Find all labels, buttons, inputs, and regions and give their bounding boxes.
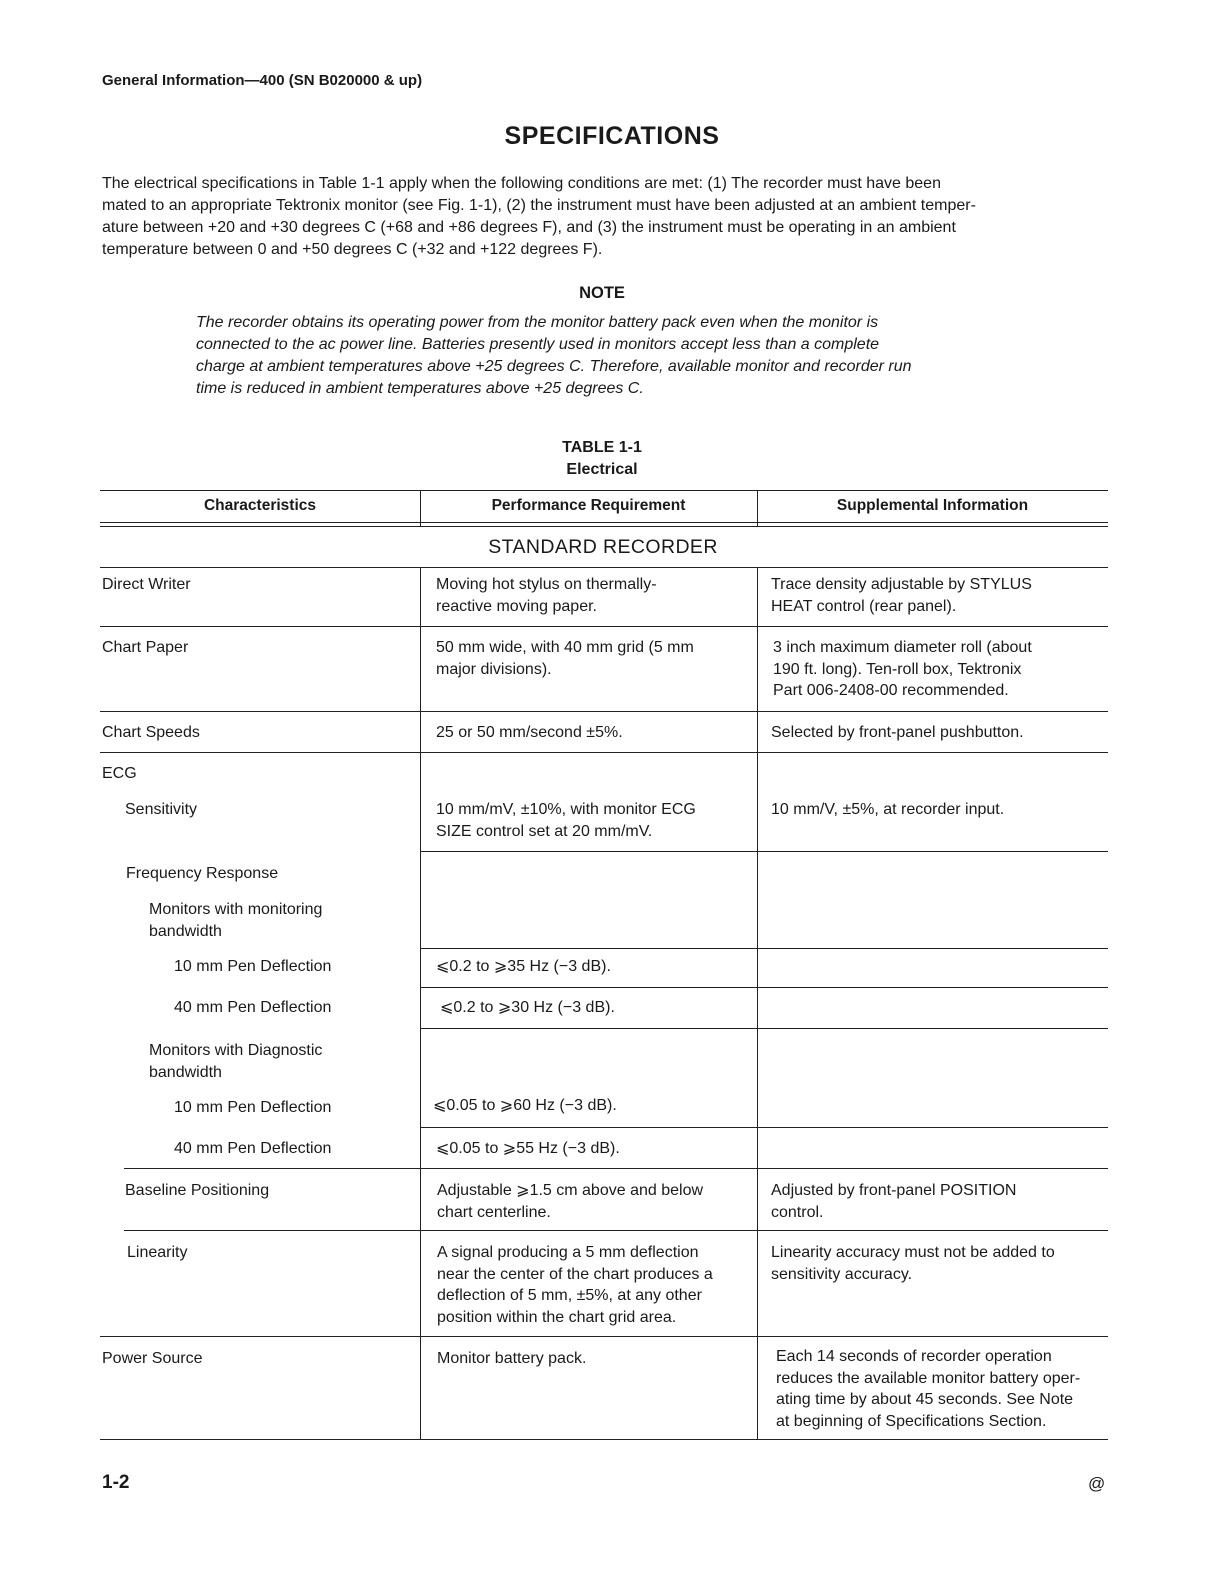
- perf-power-source: [437, 1348, 586, 1370]
- cell-text: Chart Speeds: [102, 724, 200, 741]
- note-line: charge at ambient temperatures above +25 degrees C. Therefore, available monitor and recorder run: [196, 358, 912, 375]
- cell-text: ating time by about 45 seconds. See Note: [776, 1391, 1074, 1408]
- cell-text: ⩽0.05 to ⩾55 Hz (−3 dB).: [436, 1140, 620, 1157]
- char-diag-40mm: [174, 1138, 331, 1160]
- row-rule: [420, 1028, 1108, 1029]
- cell-text: deflection of 5 mm, ±5%, at any other: [437, 1287, 702, 1304]
- cell-text: Frequency Response: [126, 865, 279, 882]
- char-monitors-diagnostic: [149, 1040, 322, 1083]
- intro-line: The electrical specifications in Table 1-1 apply when the following conditions are met: (1) The recorder must have been: [102, 175, 941, 192]
- supp-power-source: [776, 1346, 1080, 1432]
- perf-diag-10mm: [433, 1095, 617, 1117]
- char-direct-writer: [102, 574, 191, 596]
- row-rule: [124, 1230, 1108, 1231]
- char-ecg: [102, 763, 137, 785]
- supp-linearity: [771, 1242, 1055, 1285]
- cell-text: 50 mm wide, with 40 mm grid (5 mm: [436, 639, 694, 656]
- row-rule: [100, 626, 1108, 627]
- char-power-source: [102, 1348, 203, 1370]
- cell-text: 10 mm/mV, ±10%, with monitor ECG: [436, 801, 696, 818]
- cell-text: 25 or 50 mm/second ±5%.: [436, 724, 623, 741]
- perf-linearity: [437, 1242, 713, 1328]
- cell-text: 190 ft. long). Ten-roll box, Tektronix: [773, 660, 1022, 678]
- cell-text: Moving hot stylus on thermally-: [436, 576, 657, 593]
- cell-text: Power Source: [102, 1350, 203, 1367]
- cell-text: A signal producing a 5 mm deflection: [437, 1244, 699, 1261]
- char-linearity: [127, 1242, 187, 1264]
- cell-text: ⩽0.2 to ⩾30 Hz (−3 dB).: [440, 999, 615, 1016]
- perf-mon-10mm: [436, 956, 611, 978]
- copyright-mark: @: [1088, 1474, 1106, 1493]
- cell-text: bandwidth: [149, 922, 222, 940]
- cell-text: Baseline Positioning: [125, 1182, 270, 1199]
- supp-sensitivity: [771, 799, 1004, 821]
- cell-text: reduces the available monitor battery oper-: [776, 1369, 1081, 1387]
- table-title: TABLE 1-1: [562, 439, 642, 456]
- row-rule: [420, 851, 1108, 852]
- column-header-supplemental: Supplemental Information: [836, 497, 1029, 514]
- cell-text: chart centerline.: [437, 1203, 551, 1221]
- intro-line: ature between +20 and +30 degrees C (+68 and +86 degrees F), and (3) the instrument must be operating in an ambient: [102, 219, 956, 236]
- cell-text: Adjusted by front-panel POSITION: [771, 1182, 1017, 1199]
- cell-text: sensitivity accuracy.: [771, 1265, 913, 1283]
- table-subtitle: Electrical: [566, 461, 638, 478]
- perf-chart-paper: [436, 637, 694, 680]
- row-rule: [420, 987, 1108, 988]
- page-number: 1-2: [102, 1472, 130, 1493]
- cell-text: control.: [771, 1203, 824, 1221]
- perf-mon-40mm: [440, 997, 615, 1019]
- column-divider: [420, 567, 421, 1439]
- cell-text: reactive moving paper.: [436, 597, 597, 615]
- cell-text: Selected by front-panel pushbutton.: [771, 724, 1024, 741]
- column-header-characteristics: Characteristics: [203, 497, 316, 514]
- cell-text: 10 mm Pen Deflection: [174, 958, 332, 975]
- char-mon-40mm: [174, 997, 331, 1019]
- cell-text: 3 inch maximum diameter roll (about: [773, 639, 1032, 656]
- cell-text: Sensitivity: [125, 801, 198, 818]
- char-baseline: [125, 1180, 269, 1202]
- supp-chart-speeds: [771, 722, 1024, 744]
- char-frequency-response: [126, 863, 278, 885]
- cell-text: Part 006-2408-00 recommended.: [773, 682, 1009, 699]
- intro-line: temperature between 0 and +50 degrees C (+32 and +122 degrees F).: [102, 241, 603, 258]
- header-bottom-rule: [100, 522, 1108, 523]
- column-header-performance: Performance Requirement: [491, 497, 686, 514]
- cell-text: Linearity accuracy must not be added to: [771, 1244, 1055, 1261]
- cell-text: Direct Writer: [102, 576, 191, 593]
- section-rule: [100, 567, 1108, 568]
- perf-sensitivity: [436, 799, 696, 842]
- note-body: [196, 312, 1016, 400]
- supp-baseline: [771, 1180, 1016, 1223]
- perf-chart-speeds: [436, 722, 623, 744]
- cell-text: Chart Paper: [102, 639, 189, 656]
- char-monitors-monitoring: [149, 899, 322, 942]
- section-heading: STANDARD RECORDER: [488, 536, 718, 558]
- note-line: The recorder obtains its operating power from the monitor battery pack even when the monitor is: [196, 314, 879, 331]
- perf-direct-writer: [436, 574, 657, 617]
- char-sensitivity: [125, 799, 197, 821]
- cell-text: near the center of the chart produces a: [437, 1265, 713, 1283]
- cell-text: 40 mm Pen Deflection: [174, 1140, 332, 1157]
- cell-text: 40 mm Pen Deflection: [174, 999, 332, 1016]
- supp-direct-writer: [771, 574, 1032, 617]
- row-rule: [420, 948, 1108, 949]
- note-line: connected to the ac power line. Batteries presently used in monitors accept less than a complete: [196, 336, 880, 353]
- cell-text: Linearity: [127, 1244, 188, 1261]
- char-chart-speeds: [102, 722, 200, 744]
- table-top-rule: [100, 490, 1108, 491]
- cell-text: at beginning of Specifications Section.: [776, 1412, 1047, 1430]
- cell-text: bandwidth: [149, 1063, 222, 1081]
- row-rule: [100, 752, 1108, 753]
- cell-text: ⩽0.05 to ⩾60 Hz (−3 dB).: [433, 1097, 617, 1114]
- cell-text: major divisions).: [436, 660, 552, 678]
- intro-paragraph: [102, 173, 1102, 261]
- row-rule: [124, 1168, 1108, 1169]
- cell-text: Monitor battery pack.: [437, 1350, 587, 1367]
- running-head: General Information—400 (SN B020000 & up): [102, 72, 423, 89]
- note-title: NOTE: [579, 284, 625, 302]
- column-divider: [757, 567, 758, 1439]
- cell-text: ECG: [102, 765, 137, 782]
- char-chart-paper: [102, 637, 188, 659]
- table-bottom-rule: [100, 1439, 1108, 1440]
- row-rule: [100, 1336, 1108, 1337]
- cell-text: 10 mm/V, ±5%, at recorder input.: [771, 801, 1005, 818]
- page-title: SPECIFICATIONS: [504, 122, 720, 150]
- cell-text: SIZE control set at 20 mm/mV.: [436, 822, 653, 840]
- cell-text: 10 mm Pen Deflection: [174, 1099, 332, 1116]
- char-mon-10mm: [174, 956, 331, 978]
- cell-text: Trace density adjustable by STYLUS: [771, 576, 1032, 593]
- supp-chart-paper: [773, 637, 1032, 702]
- cell-text: Adjustable ⩾1.5 cm above and below: [437, 1182, 704, 1199]
- note-line: time is reduced in ambient temperatures above +25 degrees C.: [196, 380, 644, 397]
- table-title-block: [0, 437, 1204, 481]
- row-rule: [420, 1127, 1108, 1128]
- perf-diag-40mm: [436, 1138, 620, 1160]
- char-diag-10mm: [174, 1097, 331, 1119]
- perf-baseline: [437, 1180, 703, 1223]
- row-rule: [100, 711, 1108, 712]
- header-bottom-rule: [100, 526, 1108, 527]
- intro-line: mated to an appropriate Tektronix monitor (see Fig. 1-1), (2) the instrument must have been adjusted at an ambient temper-: [102, 197, 976, 214]
- cell-text: HEAT control (rear panel).: [771, 597, 957, 615]
- cell-text: Each 14 seconds of recorder operation: [776, 1348, 1052, 1365]
- cell-text: ⩽0.2 to ⩾35 Hz (−3 dB).: [436, 958, 611, 975]
- cell-text: Monitors with monitoring: [149, 901, 323, 918]
- cell-text: position within the chart grid area.: [437, 1308, 677, 1326]
- cell-text: Monitors with Diagnostic: [149, 1042, 323, 1059]
